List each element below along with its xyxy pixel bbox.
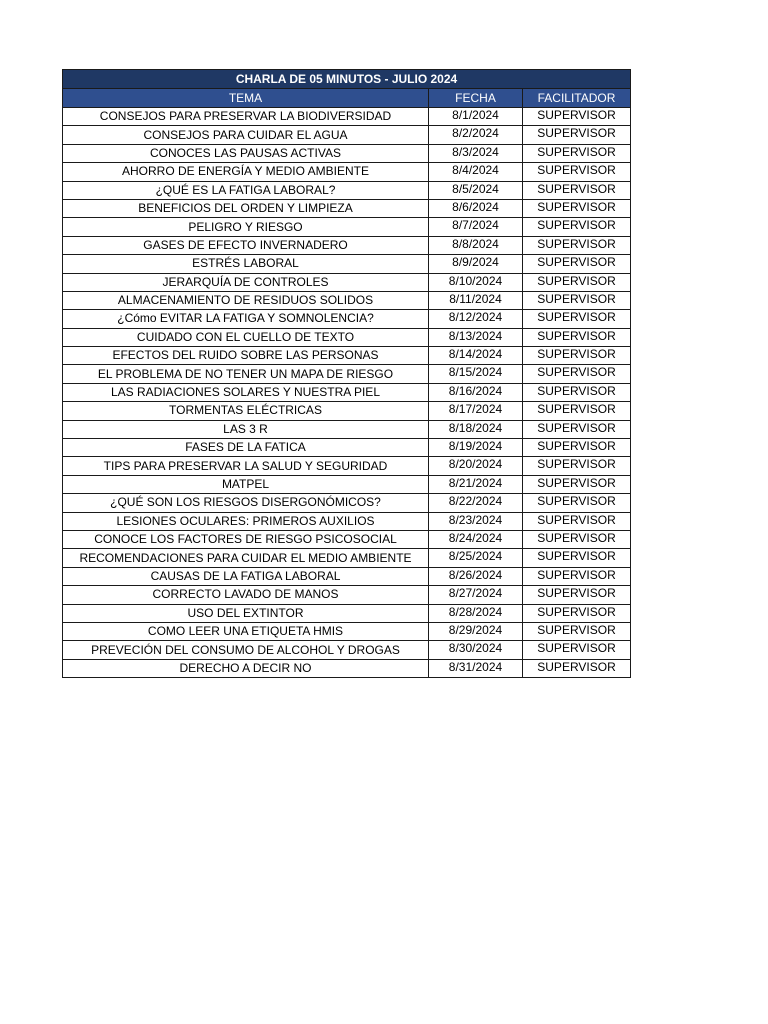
cell-tema: CAUSAS DE LA FATIGA LABORAL bbox=[63, 567, 429, 585]
cell-tema: ALMACENAMIENTO DE RESIDUOS SOLIDOS bbox=[63, 291, 429, 309]
cell-fecha: 8/30/2024 bbox=[429, 641, 523, 659]
cell-tema: ¿Cómo EVITAR LA FATIGA Y SOMNOLENCIA? bbox=[63, 310, 429, 328]
column-header-tema: TEMA bbox=[63, 89, 429, 108]
cell-tema: USO DEL EXTINTOR bbox=[63, 604, 429, 622]
table-row bbox=[63, 530, 631, 548]
cell-tema: PREVECIÓN DEL CONSUMO DE ALCOHOL Y DROGAS bbox=[63, 641, 429, 659]
table-row bbox=[63, 328, 631, 346]
cell-fecha: 8/21/2024 bbox=[429, 475, 523, 493]
cell-tema: TORMENTAS ELÉCTRICAS bbox=[63, 402, 429, 420]
cell-facilitador: SUPERVISOR bbox=[523, 365, 631, 383]
cell-facilitador: SUPERVISOR bbox=[523, 163, 631, 181]
cell-fecha: 8/22/2024 bbox=[429, 494, 523, 512]
table-row bbox=[63, 475, 631, 493]
cell-tema: ¿QUÉ ES LA FATIGA LABORAL? bbox=[63, 181, 429, 199]
cell-facilitador: SUPERVISOR bbox=[523, 402, 631, 420]
table-row bbox=[63, 457, 631, 475]
cell-fecha: 8/25/2024 bbox=[429, 549, 523, 567]
cell-fecha: 8/20/2024 bbox=[429, 457, 523, 475]
table-row bbox=[63, 310, 631, 328]
table-row bbox=[63, 604, 631, 622]
cell-tema: MATPEL bbox=[63, 475, 429, 493]
table-row bbox=[63, 273, 631, 291]
table-row bbox=[63, 549, 631, 567]
table-row bbox=[63, 347, 631, 365]
cell-facilitador: SUPERVISOR bbox=[523, 144, 631, 162]
table-row bbox=[63, 291, 631, 309]
cell-fecha: 8/4/2024 bbox=[429, 163, 523, 181]
column-header-facilitador: FACILITADOR bbox=[523, 89, 631, 108]
table-row bbox=[63, 199, 631, 217]
table-row bbox=[63, 512, 631, 530]
cell-facilitador: SUPERVISOR bbox=[523, 420, 631, 438]
cell-fecha: 8/2/2024 bbox=[429, 126, 523, 144]
cell-fecha: 8/11/2024 bbox=[429, 291, 523, 309]
table-row bbox=[63, 494, 631, 512]
cell-fecha: 8/26/2024 bbox=[429, 567, 523, 585]
cell-fecha: 8/28/2024 bbox=[429, 604, 523, 622]
cell-tema: CONOCES LAS PAUSAS ACTIVAS bbox=[63, 144, 429, 162]
cell-facilitador: SUPERVISOR bbox=[523, 236, 631, 254]
cell-fecha: 8/19/2024 bbox=[429, 439, 523, 457]
cell-tema: CONOCE LOS FACTORES DE RIESGO PSICOSOCIAL bbox=[63, 530, 429, 548]
table-row bbox=[63, 365, 631, 383]
cell-facilitador: SUPERVISOR bbox=[523, 494, 631, 512]
cell-tema: ESTRÉS LABORAL bbox=[63, 255, 429, 273]
table-row bbox=[63, 659, 631, 677]
cell-tema: FASES DE LA FATICA bbox=[63, 439, 429, 457]
cell-facilitador: SUPERVISOR bbox=[523, 475, 631, 493]
cell-fecha: 8/5/2024 bbox=[429, 181, 523, 199]
cell-fecha: 8/31/2024 bbox=[429, 659, 523, 677]
cell-fecha: 8/16/2024 bbox=[429, 383, 523, 401]
cell-tema: EFECTOS DEL RUIDO SOBRE LAS PERSONAS bbox=[63, 347, 429, 365]
cell-facilitador: SUPERVISOR bbox=[523, 310, 631, 328]
cell-tema: CORRECTO LAVADO DE MANOS bbox=[63, 586, 429, 604]
cell-tema: PELIGRO Y RIESGO bbox=[63, 218, 429, 236]
cell-facilitador: SUPERVISOR bbox=[523, 291, 631, 309]
cell-fecha: 8/18/2024 bbox=[429, 420, 523, 438]
cell-tema: GASES DE EFECTO INVERNADERO bbox=[63, 236, 429, 254]
cell-facilitador: SUPERVISOR bbox=[523, 273, 631, 291]
cell-fecha: 8/6/2024 bbox=[429, 199, 523, 217]
cell-facilitador: SUPERVISOR bbox=[523, 126, 631, 144]
cell-tema: AHORRO DE ENERGÍA Y MEDIO AMBIENTE bbox=[63, 163, 429, 181]
cell-facilitador: SUPERVISOR bbox=[523, 622, 631, 640]
cell-facilitador: SUPERVISOR bbox=[523, 108, 631, 126]
cell-facilitador: SUPERVISOR bbox=[523, 347, 631, 365]
cell-tema: CONSEJOS PARA PRESERVAR LA BIODIVERSIDAD bbox=[63, 108, 429, 126]
table-title-row bbox=[63, 70, 631, 89]
cell-fecha: 8/17/2024 bbox=[429, 402, 523, 420]
table-row bbox=[63, 439, 631, 457]
table-row bbox=[63, 586, 631, 604]
table-header-row bbox=[63, 89, 631, 108]
cell-fecha: 8/29/2024 bbox=[429, 622, 523, 640]
table-row bbox=[63, 420, 631, 438]
cell-facilitador: SUPERVISOR bbox=[523, 255, 631, 273]
cell-tema: JERARQUÍA DE CONTROLES bbox=[63, 273, 429, 291]
cell-tema: CUIDADO CON EL CUELLO DE TEXTO bbox=[63, 328, 429, 346]
cell-facilitador: SUPERVISOR bbox=[523, 530, 631, 548]
cell-tema: EL PROBLEMA DE NO TENER UN MAPA DE RIESGO bbox=[63, 365, 429, 383]
table-row bbox=[63, 255, 631, 273]
table-row bbox=[63, 126, 631, 144]
table-row bbox=[63, 236, 631, 254]
cell-tema: BENEFICIOS DEL ORDEN Y LIMPIEZA bbox=[63, 199, 429, 217]
table-row bbox=[63, 567, 631, 585]
cell-facilitador: SUPERVISOR bbox=[523, 439, 631, 457]
cell-fecha: 8/8/2024 bbox=[429, 236, 523, 254]
cell-facilitador: SUPERVISOR bbox=[523, 567, 631, 585]
table-row bbox=[63, 641, 631, 659]
cell-facilitador: SUPERVISOR bbox=[523, 512, 631, 530]
table-row bbox=[63, 383, 631, 401]
cell-fecha: 8/23/2024 bbox=[429, 512, 523, 530]
cell-fecha: 8/7/2024 bbox=[429, 218, 523, 236]
cell-facilitador: SUPERVISOR bbox=[523, 199, 631, 217]
cell-tema: LAS 3 R bbox=[63, 420, 429, 438]
table-row bbox=[63, 108, 631, 126]
table-row bbox=[63, 622, 631, 640]
cell-tema: COMO LEER UNA ETIQUETA HMIS bbox=[63, 622, 429, 640]
cell-tema: LAS RADIACIONES SOLARES Y NUESTRA PIEL bbox=[63, 383, 429, 401]
cell-fecha: 8/3/2024 bbox=[429, 144, 523, 162]
table-row bbox=[63, 163, 631, 181]
cell-facilitador: SUPERVISOR bbox=[523, 586, 631, 604]
cell-tema: CONSEJOS PARA CUIDAR EL AGUA bbox=[63, 126, 429, 144]
cell-fecha: 8/12/2024 bbox=[429, 310, 523, 328]
table-body bbox=[63, 108, 631, 678]
cell-facilitador: SUPERVISOR bbox=[523, 457, 631, 475]
cell-facilitador: SUPERVISOR bbox=[523, 383, 631, 401]
cell-fecha: 8/27/2024 bbox=[429, 586, 523, 604]
table-row bbox=[63, 218, 631, 236]
cell-fecha: 8/1/2024 bbox=[429, 108, 523, 126]
cell-fecha: 8/9/2024 bbox=[429, 255, 523, 273]
table-row bbox=[63, 144, 631, 162]
cell-facilitador: SUPERVISOR bbox=[523, 181, 631, 199]
cell-tema: RECOMENDACIONES PARA CUIDAR EL MEDIO AMBIENTE bbox=[63, 549, 429, 567]
cell-fecha: 8/15/2024 bbox=[429, 365, 523, 383]
table-row bbox=[63, 181, 631, 199]
table-title: CHARLA DE 05 MINUTOS - JULIO 2024 bbox=[63, 70, 631, 89]
cell-tema: TIPS PARA PRESERVAR LA SALUD Y SEGURIDAD bbox=[63, 457, 429, 475]
cell-facilitador: SUPERVISOR bbox=[523, 641, 631, 659]
cell-fecha: 8/24/2024 bbox=[429, 530, 523, 548]
schedule-table bbox=[62, 69, 631, 678]
cell-fecha: 8/13/2024 bbox=[429, 328, 523, 346]
cell-facilitador: SUPERVISOR bbox=[523, 328, 631, 346]
cell-fecha: 8/14/2024 bbox=[429, 347, 523, 365]
table-row bbox=[63, 402, 631, 420]
cell-facilitador: SUPERVISOR bbox=[523, 218, 631, 236]
cell-facilitador: SUPERVISOR bbox=[523, 549, 631, 567]
cell-facilitador: SUPERVISOR bbox=[523, 604, 631, 622]
cell-tema: LESIONES OCULARES: PRIMEROS AUXILIOS bbox=[63, 512, 429, 530]
cell-fecha: 8/10/2024 bbox=[429, 273, 523, 291]
cell-tema: ¿QUÉ SON LOS RIESGOS DISERGONÓMICOS? bbox=[63, 494, 429, 512]
cell-tema: DERECHO A DECIR NO bbox=[63, 659, 429, 677]
column-header-fecha: FECHA bbox=[429, 89, 523, 108]
cell-facilitador: SUPERVISOR bbox=[523, 659, 631, 677]
